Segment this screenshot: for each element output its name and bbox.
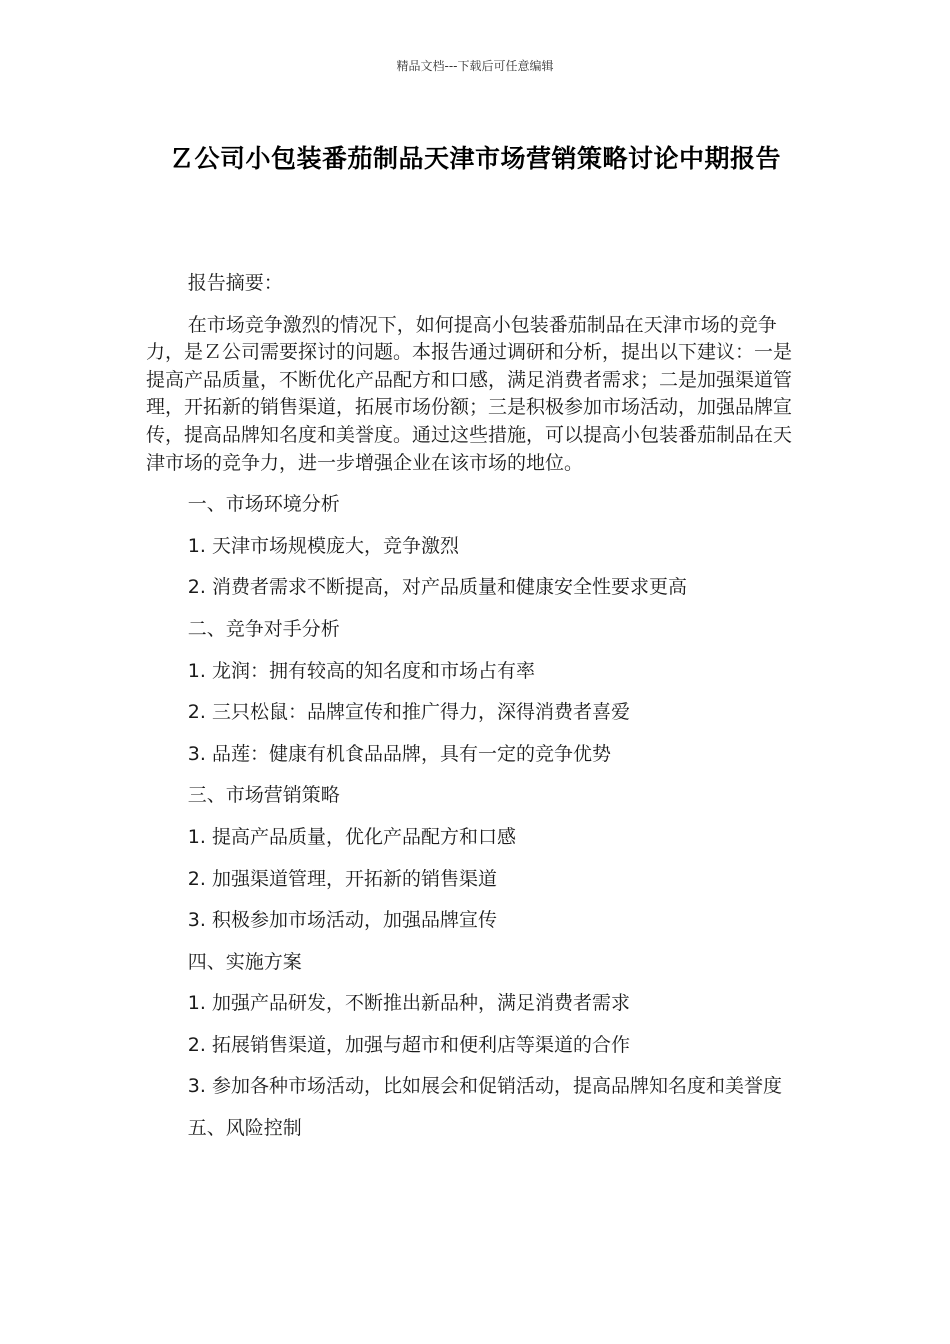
document-title: Ｚ公司小包装番茄制品天津市场营销策略讨论中期报告: [168, 144, 781, 173]
list-item: 2. 加强渠道管理，开拓新的销售渠道: [187, 867, 497, 890]
list-item: 1. 提高产品质量，优化产品配方和口感: [187, 825, 516, 848]
paragraph-summary: 在市场竞争激烈的情况下，如何提高小包装番茄制品在天津市场的竞争力，是Ｚ公司需要探讨的问题。本报告通过调研和分析，提出以下建议：一是提高产品质量，不断优化产品配方和口感，满足消费者需求；二是加强渠道管理，开拓新的销售渠道，拓展市场份额；三是积极参加市场活动，加强品牌宣传，提高品牌知名度和美誉度。通过这些措施，可以提高小包装番茄制品在天津市场的竞争力，进一步增强企业在该市场的地位。: [146, 313, 793, 474]
list-item: 3. 品莲：健康有机食品品牌，具有一定的竞争优势: [187, 742, 611, 765]
header-note: 精品文档---下载后可任意编辑: [396, 59, 554, 73]
list-item: 1. 加强产品研发，不断推出新品种，满足消费者需求: [187, 992, 630, 1015]
list-item: 3. 积极参加市场活动，加强品牌宣传: [187, 909, 497, 932]
section-heading: 三、市场营销策略: [187, 784, 340, 807]
list-item: 2. 三只松鼠：品牌宣传和推广得力，深得消费者喜爱: [187, 701, 630, 724]
list-item: 1. 天津市场规模庞大，竞争激烈: [187, 534, 459, 557]
section-heading: 二、竞争对手分析: [187, 617, 340, 640]
list-item: 2. 拓展销售渠道，加强与超市和便利店等渠道的合作: [187, 1033, 630, 1056]
list-item: 3. 参加各种市场活动，比如展会和促销活动，提高品牌知名度和美誉度: [187, 1075, 782, 1098]
document-body: [146, 270, 804, 1157]
list-item: 1. 龙润：拥有较高的知名度和市场占有率: [187, 659, 535, 682]
section-heading: 五、风险控制: [187, 1117, 302, 1140]
section-heading: 一、市场环境分析: [187, 493, 340, 516]
paragraph-summary-label: 报告摘要：: [187, 272, 283, 294]
list-item: 2. 消费者需求不断提高，对产品质量和健康安全性要求更高: [187, 576, 687, 599]
section-heading: 四、实施方案: [187, 950, 302, 973]
